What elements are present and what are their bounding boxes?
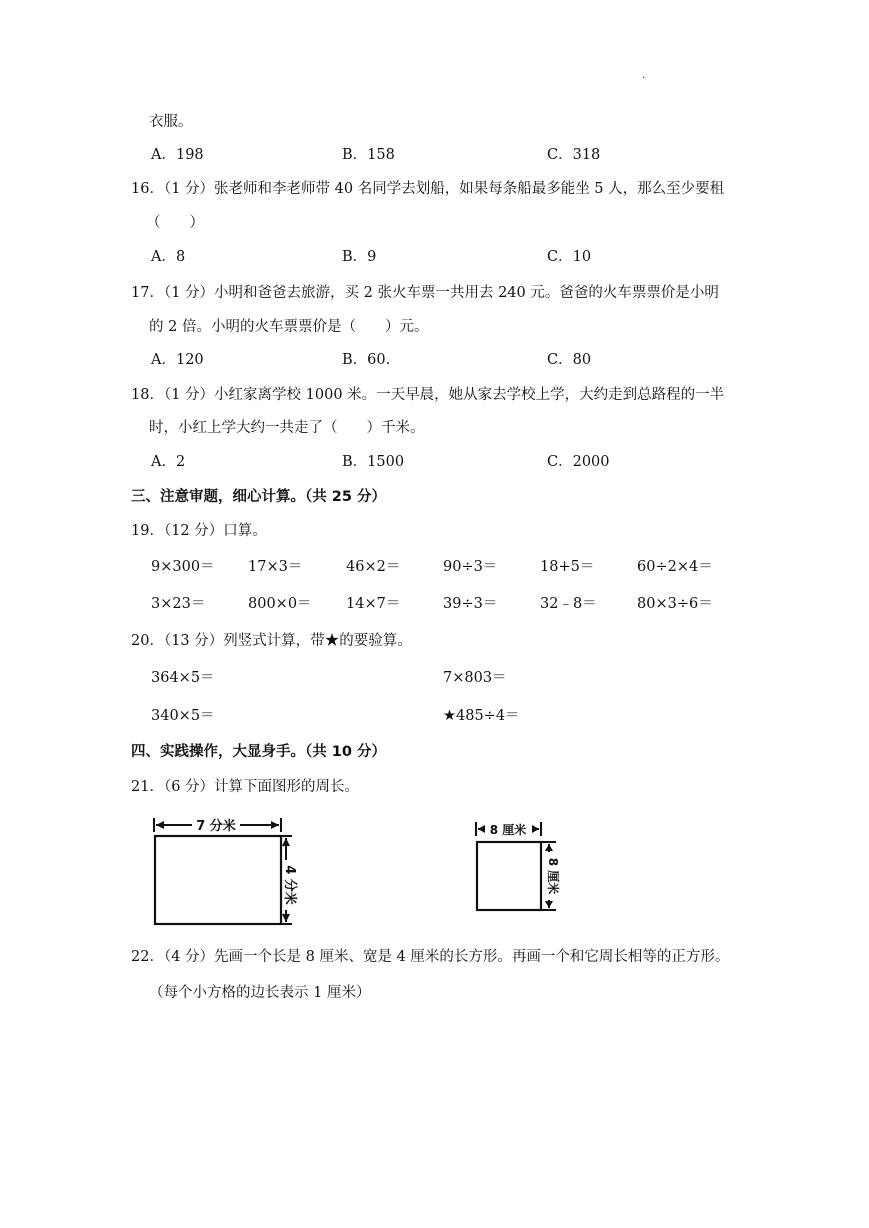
q15-option-b: B．158 <box>342 147 395 163</box>
square-width-label: 8 厘米 <box>489 823 527 837</box>
q19-item: 14×7＝ <box>346 596 401 612</box>
q20-item: 364×5＝ <box>151 670 215 686</box>
q19-item: 17×3＝ <box>248 559 303 575</box>
q19-item: 3×23＝ <box>151 596 206 612</box>
q18-option-b: B．1500 <box>342 454 405 470</box>
section-3-title: 三、注意审题，细心计算。（共 25 分） <box>131 489 387 505</box>
q19-item: 90÷3＝ <box>443 559 498 575</box>
q19-item: 18+5＝ <box>540 559 595 575</box>
page-mark: . <box>642 70 646 81</box>
section-4-title: 四、实践操作，大显身手。（共 10 分） <box>131 744 387 760</box>
q20-title: 20．（13 分）列竖式计算，带★的要验算。 <box>131 633 412 649</box>
q22-question-line1: 22．（4 分）先画一个长是 8 厘米、宽是 4 厘米的长方形。再画一个和它周长相等的正方形。 <box>131 949 730 965</box>
q16-question-line2: （ ） <box>146 215 204 231</box>
square-height-label: 8 厘米 <box>546 857 560 895</box>
q18-question-line2: 时，小红上学大约一共走了（ ）千米。 <box>149 420 425 436</box>
q20-item: ★485÷4＝ <box>443 708 520 724</box>
q16-option-a: A．8 <box>151 249 186 265</box>
q16-question-line1: 16．（1 分）张老师和李老师带 40 名同学去划船，如果每条船最多能坐 5 人，那么至少要租 <box>131 181 725 197</box>
q19-item: 60÷2×4＝ <box>637 559 713 575</box>
q19-item: 9×300＝ <box>151 559 215 575</box>
q17-question-line1: 17．（1 分）小明和爸爸去旅游，买 2 张火车票一共用去 240 元。爸爸的火车票票价是小明 <box>131 285 719 301</box>
square-figure <box>470 818 566 918</box>
q17-question-line2: 的 2 倍。小明的火车票票价是（ ）元。 <box>149 319 429 335</box>
q15-option-c: C．318 <box>547 147 601 163</box>
q19-item: 32﹣8＝ <box>540 596 597 612</box>
q21-title: 21．（6 分）计算下面图形的周长。 <box>131 779 360 795</box>
q19-title: 19．（12 分）口算。 <box>131 523 267 539</box>
rectangle-figure <box>148 812 308 934</box>
q16-option-b: B．9 <box>342 249 377 265</box>
q18-question-line1: 18．（1 分）小红家离学校 1000 米。一天早晨，她从家去学校上学，大约走到总路程的一半 <box>131 387 725 403</box>
q17-option-a: A．120 <box>151 352 204 368</box>
q18-option-a: A．2 <box>151 454 186 470</box>
q16-option-c: C．10 <box>547 249 592 265</box>
q19-item: 46×2＝ <box>346 559 401 575</box>
q20-item: 340×5＝ <box>151 708 215 724</box>
q15-option-a: A．198 <box>151 147 204 163</box>
q19-item: 800×0＝ <box>248 596 312 612</box>
rectangle-height-label: 4 分米 <box>282 865 297 905</box>
q20-item: 7×803＝ <box>443 670 507 686</box>
q19-item: 80×3÷6＝ <box>637 596 713 612</box>
q17-option-b: B．60. <box>342 352 391 368</box>
q19-item: 39÷3＝ <box>443 596 498 612</box>
q18-option-c: C．2000 <box>547 454 610 470</box>
q15-continuation: 衣服。 <box>149 114 193 130</box>
q22-question-line2: （每个小方格的边长表示 1 厘米） <box>149 985 371 1001</box>
rectangle-width-label: 7 分米 <box>196 819 236 834</box>
q17-option-c: C．80 <box>547 352 592 368</box>
